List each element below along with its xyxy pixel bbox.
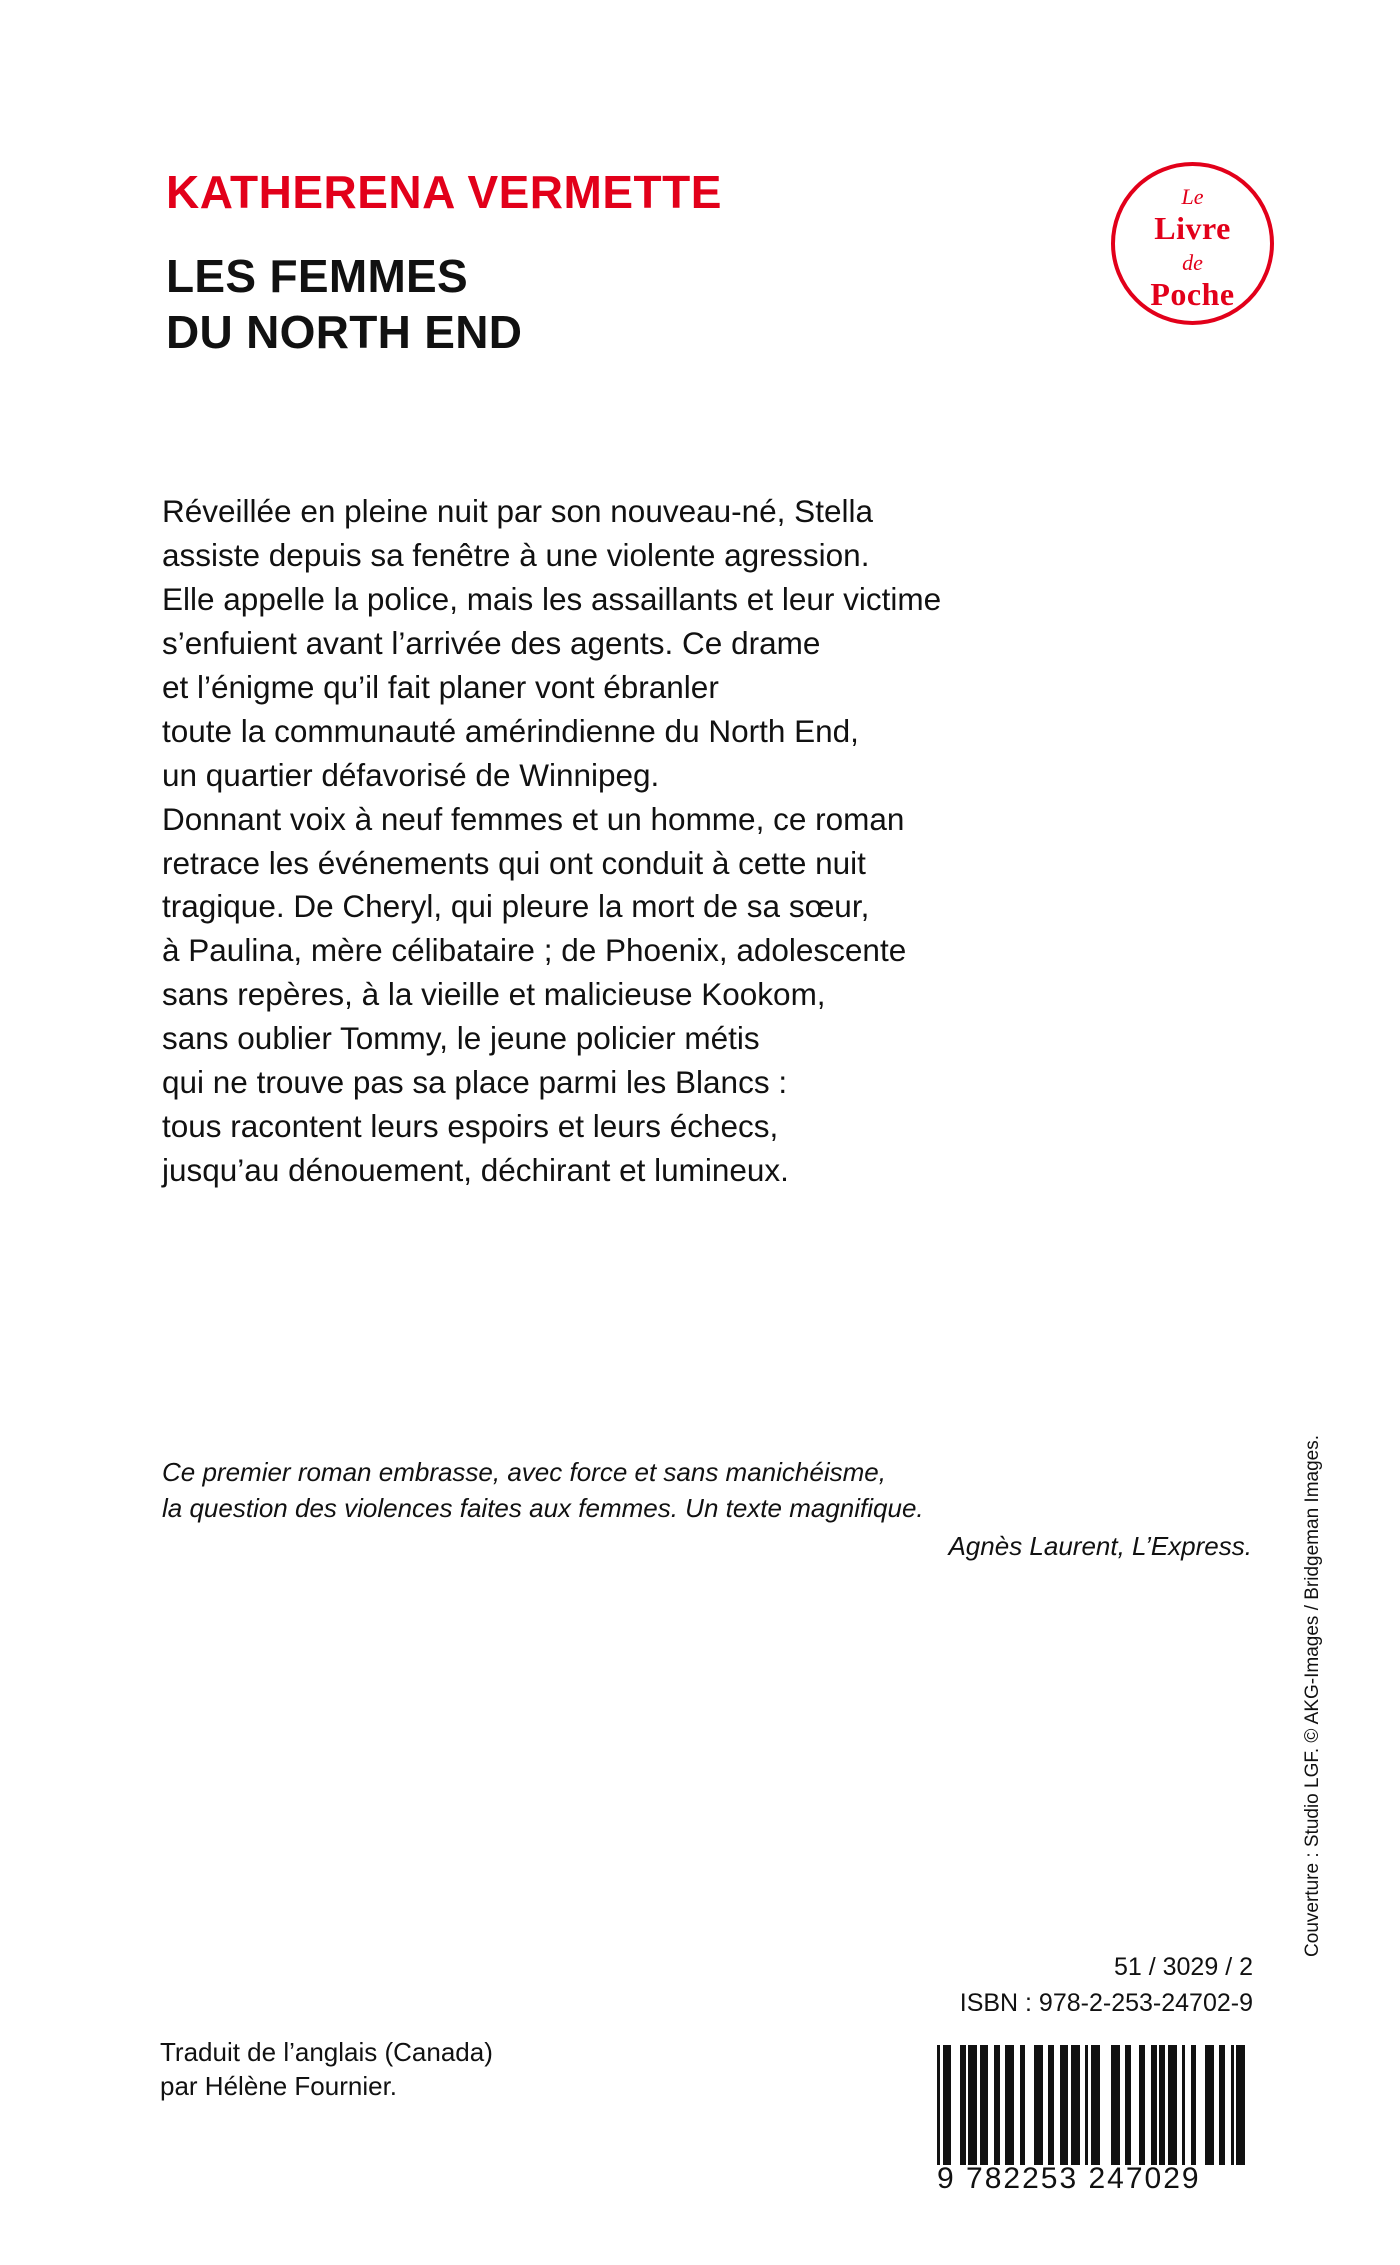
blurb-line: tragique. De Cheryl, qui pleure la mort de sa sœur,	[162, 888, 870, 925]
author-name: KATHERENA VERMETTE	[166, 166, 722, 218]
logo-line-livre: Livre	[1154, 210, 1231, 246]
translator-line-1: Traduit de l’anglais (Canada)	[160, 2037, 493, 2067]
code-block	[960, 1950, 1253, 2021]
blurb-line: et l’énigme qu’il fait planer vont ébranler	[162, 668, 719, 705]
reference-code: 51 / 3029 / 2	[1113, 1953, 1253, 1981]
blurb-line: à Paulina, mère célibataire ; de Phoenix, adolescente	[162, 932, 907, 969]
blurb-line: qui ne trouve pas sa place parmi les Blancs :	[162, 1064, 788, 1101]
blurb-line: Elle appelle la police, mais les assaillants et leur victime	[162, 580, 942, 617]
blurb-line: sans oublier Tommy, le jeune policier métis	[162, 1020, 760, 1057]
title-line-2: DU NORTH END	[166, 306, 523, 359]
press-quote-attribution: Agnès Laurent, L’Express.	[948, 1530, 1252, 1561]
blurb-text	[162, 490, 1252, 1193]
blurb-line: Donnant voix à neuf femmes et un homme, ce roman	[162, 800, 905, 837]
logo-line-de: de	[1182, 250, 1203, 275]
title-line-1: LES FEMMES	[166, 250, 469, 302]
isbn-code: ISBN : 978-2-253-24702-9	[959, 1988, 1253, 2017]
publisher-logo	[1111, 162, 1274, 325]
blurb-line: retrace les événements qui ont conduit à cette nuit	[162, 844, 866, 881]
barcode-number: 9 782253 247029	[937, 2162, 1201, 2195]
barcode	[937, 2045, 1257, 2195]
blurb-line: Réveillée en pleine nuit par son nouveau-né, Stella	[162, 493, 873, 529]
logo-line-poche: Poche	[1150, 276, 1235, 312]
logo-line-le: Le	[1181, 184, 1204, 209]
blurb-line: sans repères, à la vieille et malicieuse Kookom,	[162, 976, 826, 1013]
blurb-line: toute la communauté amérindienne du North End,	[162, 712, 859, 749]
blurb-line: un quartier défavorisé de Winnipeg.	[162, 756, 660, 793]
cover-credit: Couverture : Studio LGF. © AKG-Images / Bridgeman Images.	[1302, 1435, 1323, 1957]
page-title	[166, 248, 522, 360]
press-quote-line-1: Ce premier roman embrasse, avec force et sans manichéisme,	[162, 1457, 886, 1487]
blurb-line: s’enfuient avant l’arrivée des agents. Ce drame	[162, 624, 821, 661]
press-quote	[162, 1455, 1252, 1565]
press-quote-line-2: la question des violences faites aux femmes. Un texte magnifique.	[162, 1492, 924, 1523]
blurb-line: jusqu’au dénouement, déchirant et lumineux.	[162, 1152, 789, 1189]
translator-line-2: par Hélène Fournier.	[160, 2071, 398, 2102]
barcode-bars	[937, 2045, 1257, 2165]
blurb-line: assiste depuis sa fenêtre à une violente agression.	[162, 536, 870, 573]
blurb-line: tous racontent leurs espoirs et leurs échecs,	[162, 1108, 779, 1145]
translator-note	[160, 2035, 493, 2104]
